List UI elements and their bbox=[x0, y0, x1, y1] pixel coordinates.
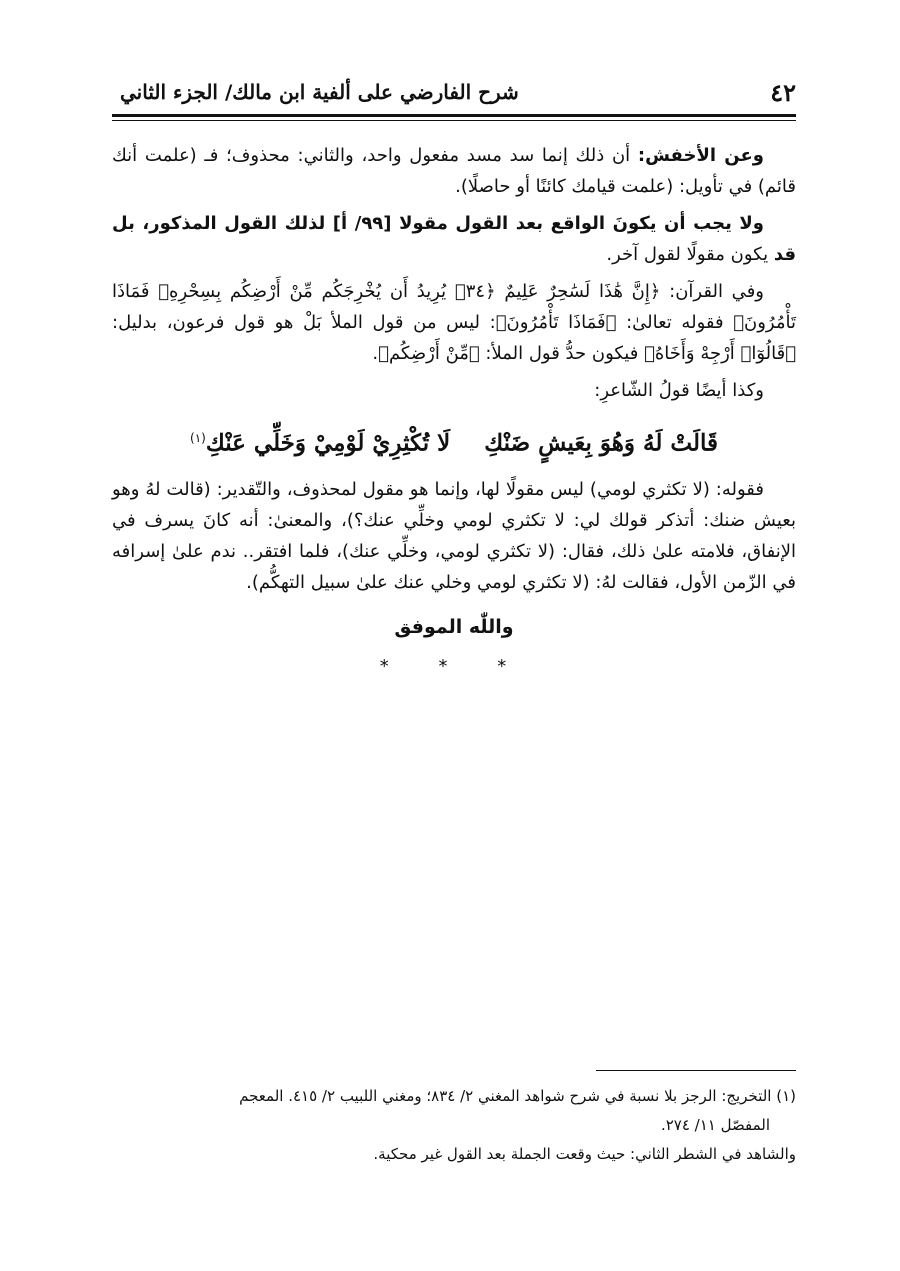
running-header bbox=[112, 70, 796, 114]
paragraph-lead: وعن الأخفش: bbox=[637, 145, 764, 166]
footnote-1-line-2: المفصّل ١١/ ٢٧٤. bbox=[660, 1116, 770, 1134]
main-text bbox=[112, 140, 796, 682]
paragraph-explanation: فقوله: (لا تكثري لومي) ليس مقولًا لها، وإنما هو مقول لمحذوف، والتّقدير: (قالت لهُ وهو بعيش ضنك: أتذكر قولك لي: لا تكثري لومي وخلِّي عنك؟)، والمعنىٰ: أنه كانَ يسرف في الإنفاق، فلامته علىٰ ذلك، فقال: (لا تكثري لومي، وخلِّي عنك)، فلما افتقر.. ندم علىٰ إسرافه في الزّمن الأول، فقالت لهُ: (لا تكثري لومي وخلي عنك علىٰ سبيل التهكُّم). bbox=[112, 478, 796, 593]
paragraph-quran: وفي القرآن: ﴿إِنَّ هَٰذَا لَسَٰحِرٌ عَلِيمٌ ﴿٣٤﴾ يُرِيدُ أَن يُخْرِجَكُم مِّنْ أَرْضِكُم بِسِحْرِهِۦ فَمَاذَا تَأْمُرُونَ﴾ فقوله تعالىٰ: ﴿فَمَاذَا تَأْمُرُونَ﴾: ليس من قول الملأ بَلْ هو قول فرعون، بدليل: ﴿قَالُوٓا۟ أَرْجِهْ وَأَخَاهُ﴾ فيكون حدُّ قول الملأ: ﴿مِّنْ أَرْضِكُم﴾. bbox=[112, 281, 796, 364]
paragraph-text: يكون مقولًا لقول آخر. bbox=[606, 244, 774, 265]
document-page bbox=[112, 70, 796, 1230]
closing-phrase: واللّٰه الموفق bbox=[394, 615, 514, 638]
header-rule-thick bbox=[112, 114, 796, 117]
header-rule-thin bbox=[112, 120, 796, 121]
section-end-stars: * * * bbox=[379, 655, 529, 677]
footnote-1-line-1: (١) التخريج: الرجز بلا نسبة في شرح شواهد المغني ٢/ ٨٣٤؛ ومغني اللبيب ٢/ ٤١٥. المعجم bbox=[239, 1087, 796, 1105]
verse-hemistich-first: قَالَتْ لَهُ وَهُوَ بِعَيشٍ ضَنْكِ bbox=[484, 429, 718, 457]
paragraph-akhfash bbox=[112, 140, 796, 202]
book-title: شرح الفارضي على ألفية ابن مالك/ الجزء الثاني bbox=[120, 80, 519, 104]
paragraph-text: أن ذلك إنما سد مسد مفعول واحد، والثاني: محذوف؛ فـ (علمت أنك قائم) في تأويل: (علمت قيامك كائنًا أو حاصلًا). bbox=[112, 145, 796, 197]
footnotes bbox=[112, 1082, 796, 1169]
paragraph-qawl bbox=[112, 208, 796, 270]
footnote-reference[interactable]: (١) bbox=[190, 431, 206, 445]
paragraph-bold-text: ولا يجب أن يكونَ الواقع بعد القول مقولا [٩٩/ أ] لذلك القول المذكور، بل قد bbox=[112, 213, 796, 265]
verse-hemistich-second: لَا تُكْثِرِيْ لَوْمِيْ وَخَلِّي عَنْكِ bbox=[205, 429, 451, 457]
footnote-separator bbox=[596, 1070, 796, 1071]
poetry-verse bbox=[112, 416, 796, 466]
footnote-2: والشاهد في الشطر الثاني: حيث وقعت الجملة بعد القول غير محكية. bbox=[373, 1145, 796, 1163]
paragraph-poet-intro: وكذا أيضًا قولُ الشّاعرِ: bbox=[594, 380, 764, 401]
page-number: ٤٢ bbox=[770, 78, 796, 107]
